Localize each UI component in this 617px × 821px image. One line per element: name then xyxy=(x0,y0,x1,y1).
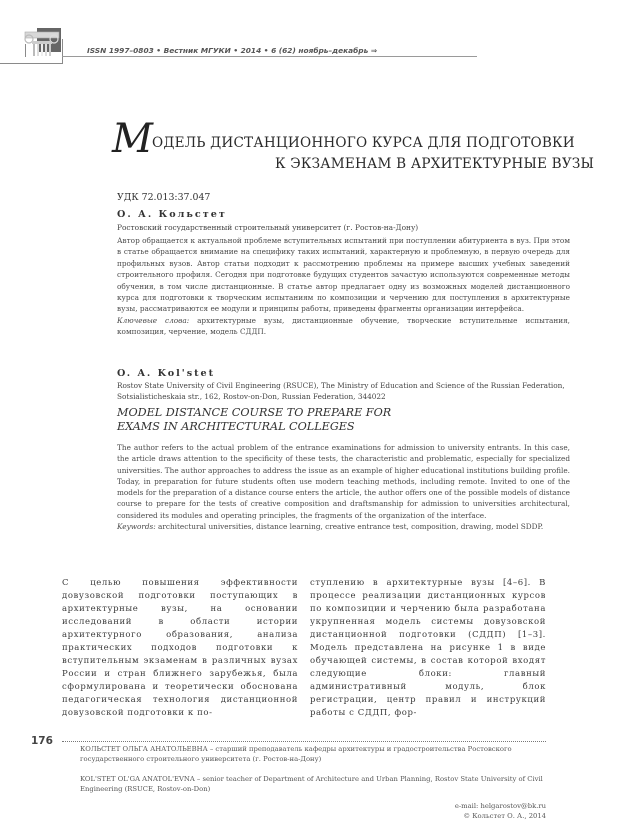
journal-logo xyxy=(23,28,63,64)
article-title-line-2: К ЭКЗАМЕНАМ В АРХИТЕКТУРНЫЕ ВУЗЫ xyxy=(275,156,595,172)
logo-frame-line xyxy=(0,63,63,64)
journal-header: ISSN 1997–0803 • Вестник МГУКИ • 2014 • 6 (62) ноябрь–декабрь ⇒ xyxy=(87,46,378,55)
title-initial: М xyxy=(112,116,153,162)
author-note-ru: КОЛЬСТЕТ ОЛЬГА АНАТОЛЬЕВНА – старший преподаватель кафедры архитектуры и градостроительства Ростовского государственного строительного университета (г. Ростов-на-Дону) xyxy=(80,745,512,763)
keywords-ru: архитектурные вузы, дистанционные обучение, творческие вступительные испытания, композиция, черчение, модель СДДП. xyxy=(117,315,570,337)
author-name-ru: О. А. Кольстет xyxy=(117,209,227,220)
ionic-column-capital-icon xyxy=(23,28,63,64)
keywords-label-ru: Ключевые слова: xyxy=(117,315,190,325)
affiliation-en: Rostov State University of Civil Engineering (RSUCE), The Ministry of Education and Science of the Russian Federation, Sotsialisticheskaia str., 162, Rostov-on-Don, Russian Federation, 344022 xyxy=(117,381,565,402)
article-title-line-1: ОДЕЛЬ ДИСТАНЦИОННОГО КУРСА ДЛЯ ПОДГОТОВКИ xyxy=(152,135,575,151)
article-title-en xyxy=(117,406,391,434)
keywords-label-en: Keywords: xyxy=(117,522,156,532)
logo-frame-line xyxy=(25,44,26,57)
affiliation-ru: Ростовский государственный строительный университет (г. Ростов-на-Дону) xyxy=(117,223,419,232)
abstract-en-text: The author refers to the actual problem of the entrance examinations for admission to university entrants. In this case, the article draws attention to the specificity of these tests, the characteristic and problematic, especially for specialized universities. The author approaches to address the issue as an example of higher educational institutions building profile. Today, in preparation for future students often use modern teaching methods, including remote. Invited to one of the models for the preparation of a distance course enters the article, the author offers one of the possible models of distance course to prepare for the tests of creative composition and draftsmanship for admission to universities architectural, considered its modules and operating principles, the fragments of the organization of the interface. xyxy=(117,443,570,520)
page-number: 176 xyxy=(31,735,53,747)
author-email: e-mail: helgarostov@bk.ru xyxy=(454,802,546,810)
body-column-right: ступлению в архитектурные вузы [4–6]. В процессе реализации дистанционных курсов по композиции и черчению была разработана укрупненная модель системы довузовской дистанционной подготовки (СДДП) [1–3]. Модель представлена на рисунке 1 в виде обучающей системы, в состав которой входят следующие блоки: главный административный модуль, блок регистрации, центр правил и инструкций работы с СДДП, фор- xyxy=(310,578,546,718)
article-title-en-line-1: MODEL DISTANCE COURSE TO PREPARE FOR xyxy=(117,406,392,419)
keywords-en: architectural universities, distance learning, creative entrance test, composition, drawing, model SDDP. xyxy=(155,522,544,532)
abstract-ru xyxy=(117,235,570,338)
logo-frame-line xyxy=(62,39,63,63)
article-title-en-line-2: EXAMS IN ARCHITECTURAL COLLEGES xyxy=(117,420,355,433)
footnote-separator xyxy=(62,741,546,742)
author-note-en: KOL'STET OL'GA ANATOL'EVNA – senior teacher of Department of Architecture and Urban Planning, Rostov State University of Civil Engineering (RSUCE, Rostov-on-Don) xyxy=(80,775,543,793)
abstract-ru-text: Автор обращается к актуальной проблеме вступительных испытаний при поступлении абитуриента в вуз. При этом в статье обращается внимание на специфику таких испытаний, характерную и проблемную, в первую очередь для профильных вузов. Автор статьи подходит к рассмотрению проблемы на примере высших учебных заведений строительного профиля. Сегодня при подготовке будущих студентов зачастую используются современные методы обучения, в том числе дистанционные. В статье автор предлагает одну из возможных моделей дистанционного курса для подготовки к творческим испытаниям по композиции и черчению для поступления в архитектурные вузы, рассматриваются ее модули и принципы работы, приведены фрагменты организации интерфейса. xyxy=(117,236,570,314)
abstract-en xyxy=(117,442,570,532)
copyright: © Кольстет О. А., 2014 xyxy=(463,812,546,820)
author-name-en: O. A. Kol'stet xyxy=(117,368,216,379)
udk-code: УДК 72.013:37.047 xyxy=(117,192,211,203)
header-rule xyxy=(62,56,477,57)
body-column-left: С целью повышения эффективности довузовской подготовки поступающих в архитектурные вузы, на основании исследований в области истории архитектурного образования, анализа практических подходов подготовки к вступительным экзаменам в различных вузах России и стран ближнего зарубежья, была сформулирована и теоретически обоснована педагогическая технология дистанционной довузовской подготовки к по- xyxy=(62,578,298,718)
